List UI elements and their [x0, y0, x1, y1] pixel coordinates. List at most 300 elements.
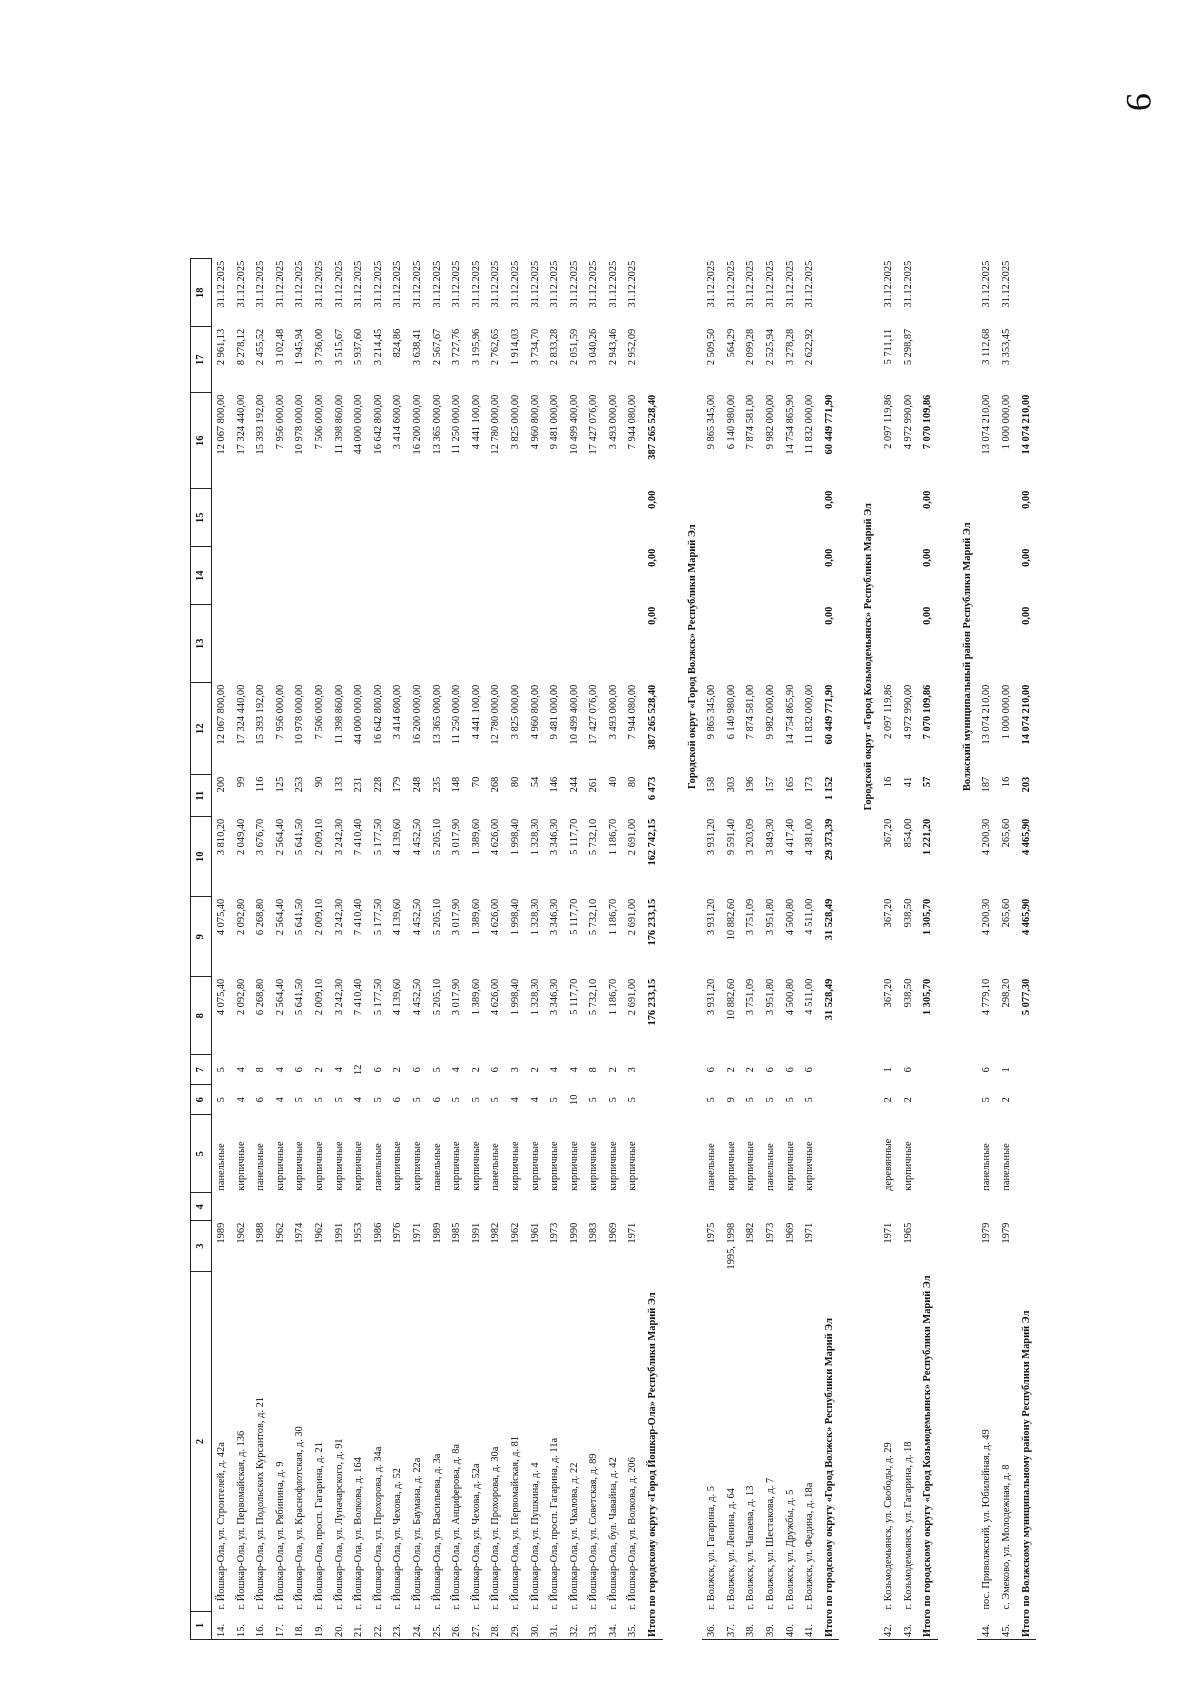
- col4-cell: [879, 1193, 899, 1221]
- year-cell: 1962: [235, 1222, 247, 1244]
- table-row: [428, 259, 448, 1640]
- region-heading: Городской округ «Город Волжск» Республики Марий Эл: [686, 524, 698, 790]
- value-cell-c14: [369, 547, 389, 605]
- value-cell-c16: 10 978 000,00: [294, 394, 306, 455]
- value-cell-c12: 13 074 210,00: [981, 684, 993, 745]
- value-cell-c15: [997, 489, 1017, 547]
- year-cell: 1985: [451, 1222, 463, 1244]
- value-cell-c13: [447, 605, 467, 683]
- year-cell: 1962: [509, 1222, 521, 1244]
- wall-material-cell: панельные: [216, 1143, 227, 1191]
- address-cell: г. Волжск, ул. Шестакова, д. 7: [765, 1477, 777, 1610]
- value-cell-c8: 5 205,10: [431, 978, 443, 1016]
- subtotal-value-c8: 31 528,49: [823, 978, 835, 1021]
- address-cell: г. Йошкар-Ола, просп. Гагарина, д. 21: [313, 1442, 325, 1610]
- value-cell-c8: 4 075,40: [216, 978, 227, 1016]
- value-cell-c14: [565, 547, 585, 605]
- wall-material-cell: кирпичные: [549, 1141, 561, 1191]
- wall-material-cell: кирпичные: [451, 1141, 463, 1191]
- value-cell-c15: [467, 489, 487, 547]
- value-cell-c12: 4 960 800,00: [529, 684, 541, 740]
- page-number: 9: [1119, 93, 1159, 111]
- column-header-18: 18: [191, 259, 212, 327]
- col4-cell: [702, 1193, 722, 1221]
- column-header-3: 3: [191, 1221, 212, 1272]
- value-cell-c14: [290, 547, 310, 605]
- row-number: 23.: [388, 1612, 408, 1640]
- subtotal-value-c15: 0,00: [922, 490, 934, 509]
- value-cell-c12: 11 398 860,00: [333, 684, 345, 745]
- value-cell-c16: 7 506 000,00: [313, 394, 325, 450]
- value-cell-c8: 3 751,09: [745, 978, 757, 1016]
- table-row: [899, 259, 919, 1640]
- row-number: 16.: [251, 1612, 271, 1640]
- value-cell-c17: 3 214,45: [372, 328, 384, 366]
- year-cell: 1965: [902, 1222, 914, 1244]
- value-cell-c11: 235: [431, 776, 443, 793]
- value-cell-c13: [271, 605, 291, 683]
- value-cell-c8: 4 500,80: [784, 978, 796, 1016]
- row-number: 35.: [623, 1612, 643, 1640]
- col4-cell: [800, 1193, 820, 1221]
- column-header-7: 7: [191, 1055, 212, 1085]
- value-cell-c11: 116: [255, 776, 267, 792]
- value-cell-c13: [467, 605, 487, 683]
- value-cell-c18: 31.12.2025: [431, 260, 443, 308]
- value-cell-c18: 31.12.2025: [607, 260, 619, 308]
- value-cell-c13: [408, 605, 428, 683]
- value-cell-c18: 31.12.2025: [902, 260, 914, 308]
- row-number: 36.: [702, 1612, 722, 1640]
- value-cell-c15: [388, 489, 408, 547]
- entrances-cell: 4: [549, 1067, 561, 1073]
- value-cell-c9: 3 951,80: [765, 898, 777, 936]
- address-cell: г. Йошкар-Ола, ул. Прохорова, д. 34а: [372, 1446, 384, 1610]
- subtotal-value-c18: [820, 259, 840, 327]
- floors-cell: 5: [706, 1097, 718, 1103]
- year-cell: 1982: [490, 1222, 502, 1244]
- value-cell-c17: 2 099,28: [745, 328, 757, 366]
- year-cell: 1988: [255, 1222, 267, 1244]
- subtotal-value-c13: 0,00: [823, 606, 835, 625]
- column-header-8: 8: [191, 977, 212, 1055]
- value-cell-c18: 31.12.2025: [529, 260, 541, 308]
- year-cell: 1974: [294, 1222, 306, 1244]
- value-cell-c13: [486, 605, 506, 683]
- value-cell-c15: [977, 489, 997, 547]
- value-cell-c18: 31.12.2025: [392, 260, 404, 308]
- entrances-cell: 5: [431, 1067, 443, 1073]
- subtotal-value-c9: 1 305,70: [922, 898, 934, 936]
- value-cell-c13: [997, 605, 1017, 683]
- table-row: [251, 259, 271, 1640]
- value-cell-c15: [506, 489, 526, 547]
- value-cell-c18: 31.12.2025: [333, 260, 345, 308]
- value-cell-c17: 3 040,26: [588, 328, 600, 366]
- value-cell-c8: 4 139,60: [392, 978, 404, 1016]
- spacer-row: [663, 259, 683, 1640]
- value-cell-c13: [584, 605, 604, 683]
- floors-cell: 2: [1000, 1097, 1012, 1103]
- value-cell-c9: 1 389,60: [470, 898, 482, 936]
- year-cell: 1986: [372, 1222, 384, 1244]
- year-cell: 1969: [784, 1222, 796, 1244]
- value-cell-c18: 31.12.2025: [627, 260, 639, 308]
- wall-material-cell: панельные: [1000, 1143, 1012, 1191]
- col4-cell: [212, 1193, 232, 1221]
- value-cell-c15: [349, 489, 369, 547]
- entrances-cell: 6: [765, 1067, 777, 1073]
- value-cell-c11: 16: [883, 776, 894, 788]
- subtotal-value-c9: 31 528,49: [823, 898, 835, 941]
- value-cell-c16: 16 642 800,00: [372, 394, 384, 455]
- subtotal-label: Итого по городскому округу «Город Волжск» Республики Марий Эл: [820, 1055, 840, 1640]
- value-cell-c12: 9 865 345,00: [706, 684, 718, 740]
- value-cell-c8: 5 732,10: [588, 978, 600, 1016]
- row-number: 39.: [761, 1612, 781, 1640]
- value-cell-c9: 5 117,70: [568, 898, 580, 935]
- address-cell: г. Йошкар-Ола, просп. Гагарина, д. 11а: [549, 1437, 561, 1610]
- value-cell-c11: 187: [981, 776, 993, 793]
- value-cell-c12: 17 427 076,00: [588, 684, 600, 745]
- address-cell: г. Йошкар-Ола, ул. Баумана, д. 22а: [411, 1457, 423, 1610]
- address-cell: с. Эмеково, ул. Молодежная, д. 8: [1000, 1464, 1012, 1610]
- value-cell-c15: [428, 489, 448, 547]
- subtotal-label: Итого по Волжскому муниципальному району Республики Марий Эл: [1017, 1055, 1037, 1640]
- value-cell-c10: 5 732,10: [588, 818, 600, 856]
- year-cell: 1961: [529, 1222, 541, 1244]
- value-cell-c9: 4 511,00: [804, 898, 816, 935]
- entrances-cell: 2: [392, 1067, 404, 1073]
- floors-cell: 5: [981, 1097, 993, 1103]
- address-cell: г. Йошкар-Ола, ул. Чкалова, д. 22: [568, 1462, 580, 1610]
- value-cell-c9: 6 268,80: [255, 898, 267, 936]
- subtotal-value-c18: [643, 259, 663, 327]
- value-cell-c14: [623, 547, 643, 605]
- region-heading-row: [683, 259, 703, 1640]
- value-cell-c15: [447, 489, 467, 547]
- value-cell-c12: 11 832 000,00: [804, 684, 816, 745]
- value-cell-c17: 824,86: [392, 328, 404, 358]
- subtotal-value-c8: 1 305,70: [922, 978, 934, 1016]
- wall-material-cell: кирпичные: [294, 1141, 306, 1191]
- table-row: [330, 259, 350, 1640]
- table-row: [506, 259, 526, 1640]
- table-row: [486, 259, 506, 1640]
- value-cell-c9: 938,50: [902, 898, 914, 928]
- value-cell-c17: 3 638,41: [411, 328, 423, 366]
- value-cell-c17: 2 509,50: [706, 328, 718, 366]
- col4-cell: [899, 1193, 919, 1221]
- value-cell-c15: [722, 489, 742, 547]
- address-cell: г. Козьмодемьянск, ул. Свободы, д. 29: [883, 1442, 894, 1610]
- table-row: [349, 259, 369, 1640]
- value-cell-c10: 265,60: [1000, 818, 1012, 848]
- col4-cell: [349, 1193, 369, 1221]
- value-cell-c10: 5 117,70: [568, 818, 580, 855]
- value-cell-c16: 7 874 581,00: [745, 394, 757, 450]
- value-cell-c18: 31.12.2025: [235, 260, 247, 308]
- value-cell-c13: [290, 605, 310, 683]
- value-cell-c15: [526, 489, 546, 547]
- value-cell-c9: 3 751,09: [745, 898, 757, 936]
- value-cell-c13: [741, 605, 761, 683]
- value-cell-c9: 4 075,40: [216, 898, 227, 936]
- value-cell-c15: [800, 489, 820, 547]
- row-number: 15.: [232, 1612, 252, 1640]
- value-cell-c15: [604, 489, 624, 547]
- floors-cell: 4: [529, 1097, 541, 1103]
- value-cell-c13: [781, 605, 801, 683]
- wall-material-cell: кирпичные: [725, 1141, 737, 1191]
- column-header-10: 10: [191, 817, 212, 897]
- column-header-9: 9: [191, 897, 212, 977]
- value-cell-c14: [330, 547, 350, 605]
- value-cell-c16: 3 493 000,00: [607, 394, 619, 450]
- value-cell-c8: 938,50: [902, 978, 914, 1008]
- value-cell-c18: 31.12.2025: [353, 260, 365, 308]
- value-cell-c17: 2 051,59: [568, 328, 580, 366]
- value-cell-c16: 13 365 000,00: [431, 394, 443, 455]
- region-heading: Городской округ «Город Козьмодемьянск» Республики Марий Эл: [863, 503, 875, 811]
- value-cell-c11: 90: [313, 776, 325, 788]
- row-number: 28.: [486, 1612, 506, 1640]
- value-cell-c10: 3 849,30: [765, 818, 777, 856]
- value-cell-c17: 5 937,60: [353, 328, 365, 366]
- value-cell-c9: 2 564,40: [274, 898, 286, 936]
- col4-cell: [623, 1193, 643, 1221]
- value-cell-c10: 2 009,10: [313, 818, 325, 856]
- value-cell-c15: [741, 489, 761, 547]
- value-cell-c11: 200: [216, 776, 227, 793]
- col4-cell: [271, 1193, 291, 1221]
- year-cell: 1971: [804, 1222, 816, 1244]
- value-cell-c9: 7 410,40: [353, 898, 365, 936]
- value-cell-c12: 7 874 581,00: [745, 684, 757, 740]
- value-cell-c8: 3 242,30: [333, 978, 345, 1016]
- value-cell-c16: 7 944 080,00: [627, 394, 639, 450]
- floors-cell: 6: [255, 1097, 267, 1103]
- entrances-cell: 2: [470, 1067, 482, 1073]
- value-cell-c14: [506, 547, 526, 605]
- value-cell-c9: 3 346,30: [549, 898, 561, 936]
- floors-cell: 5: [333, 1097, 345, 1103]
- subtotal-value-c8: 5 077,30: [1020, 978, 1032, 1016]
- value-cell-c18: 31.12.2025: [883, 260, 894, 308]
- value-cell-c17: 3 278,28: [784, 328, 796, 366]
- wall-material-cell: кирпичные: [529, 1141, 541, 1191]
- value-cell-c13: [623, 605, 643, 683]
- row-number: 20.: [330, 1612, 350, 1640]
- value-cell-c13: [526, 605, 546, 683]
- value-cell-c18: 31.12.2025: [981, 260, 993, 308]
- value-cell-c16: 17 324 440,00: [235, 394, 247, 455]
- value-cell-c13: [506, 605, 526, 683]
- value-cell-c8: 4 779,10: [981, 978, 993, 1016]
- floors-cell: 5: [784, 1097, 796, 1103]
- col4-cell: [369, 1193, 389, 1221]
- value-cell-c10: 1 186,70: [607, 818, 619, 856]
- subtotal-value-c9: 4 465,90: [1020, 898, 1032, 936]
- value-cell-c14: [604, 547, 624, 605]
- value-cell-c12: 1 000 000,00: [1000, 684, 1012, 740]
- value-cell-c8: 1 186,70: [607, 978, 619, 1016]
- value-cell-c11: 70: [470, 776, 482, 788]
- row-number: 30.: [526, 1612, 546, 1640]
- wall-material-cell: панельные: [706, 1143, 718, 1191]
- subtotal-value-c15: 0,00: [647, 490, 659, 509]
- value-cell-c9: 5 641,50: [294, 898, 306, 936]
- value-cell-c9: 5 732,10: [588, 898, 600, 936]
- value-cell-c12: 12 780 000,00: [490, 684, 502, 745]
- value-cell-c11: 40: [607, 776, 619, 788]
- value-cell-c17: 2 762,65: [490, 328, 502, 366]
- value-cell-c13: [800, 605, 820, 683]
- value-cell-c17: 564,29: [725, 328, 737, 358]
- subtotal-value-c18: [1017, 259, 1037, 327]
- column-header-14: 14: [191, 547, 212, 605]
- value-cell-c13: [310, 605, 330, 683]
- value-cell-c9: 3 931,20: [706, 898, 718, 936]
- subtotal-label: Итого по городскому округу «Город Йошкар-Ола» Республики Марий Эл: [643, 1055, 663, 1640]
- entrances-cell: 8: [255, 1067, 267, 1073]
- year-cell: 1953: [353, 1222, 365, 1244]
- value-cell-c17: 5 298,87: [902, 328, 914, 366]
- table-row: [702, 259, 722, 1640]
- subtotal-value-c12: 60 449 771,90: [823, 684, 835, 745]
- col4-cell: [447, 1193, 467, 1221]
- entrances-cell: 1: [883, 1067, 894, 1073]
- value-cell-c14: [977, 547, 997, 605]
- value-cell-c8: 3 931,20: [706, 978, 718, 1016]
- value-cell-c12: 9 982 000,00: [765, 684, 777, 740]
- value-cell-c18: 31.12.2025: [255, 260, 267, 308]
- entrances-cell: 2: [725, 1067, 737, 1073]
- value-cell-c12: 7 506 000,00: [313, 684, 325, 740]
- spacer-cell: [938, 259, 958, 1640]
- address-cell: г. Козьмодемьянск, ул. Гагарина, д. 18: [902, 1441, 914, 1610]
- value-cell-c16: 44 000 000,00: [353, 394, 365, 455]
- address-cell: г. Йошкар-Ола, ул. Васильева, д. 3а: [431, 1453, 443, 1610]
- value-cell-c12: 3 825 000,00: [509, 684, 521, 740]
- region-spacer: [859, 1055, 879, 1640]
- value-cell-c15: [232, 489, 252, 547]
- table-row: [800, 259, 820, 1640]
- value-cell-c10: 2 049,40: [235, 818, 247, 856]
- value-cell-c12: 16 200 000,00: [411, 684, 423, 745]
- subtotal-value-c15: 0,00: [823, 490, 835, 509]
- col4-cell: [977, 1193, 997, 1221]
- value-cell-c12: 13 365 000,00: [431, 684, 443, 745]
- floors-cell: 4: [235, 1097, 247, 1103]
- address-cell: г. Йошкар-Ола, ул. Чехова, д. 52а: [470, 1463, 482, 1610]
- floors-cell: 4: [274, 1097, 286, 1103]
- subtotal-value-c14: 0,00: [647, 548, 659, 567]
- row-number: 24.: [408, 1612, 428, 1640]
- value-cell-c15: [781, 489, 801, 547]
- subtotal-value-c16: 7 070 109,86: [922, 394, 934, 450]
- value-cell-c11: 165: [784, 776, 796, 793]
- entrances-cell: 12: [353, 1064, 365, 1075]
- col4-cell: [545, 1193, 565, 1221]
- address-cell: г. Йошкар-Ола, ул. Чехова, д. 52: [392, 1468, 404, 1610]
- value-cell-c11: 231: [353, 776, 365, 793]
- wall-material-cell: панельные: [431, 1143, 443, 1191]
- value-cell-c11: 158: [706, 776, 718, 793]
- value-cell-c15: [271, 489, 291, 547]
- column-number-header: [191, 259, 212, 1640]
- value-cell-c13: [604, 605, 624, 683]
- entrances-cell: 4: [333, 1067, 345, 1073]
- value-cell-c11: 125: [274, 776, 286, 793]
- value-cell-c17: 2 622,92: [804, 328, 816, 366]
- col4-cell: [486, 1193, 506, 1221]
- entrances-cell: 2: [607, 1067, 619, 1073]
- table-row: [623, 259, 643, 1640]
- value-cell-c18: 31.12.2025: [804, 260, 816, 308]
- value-cell-c16: 9 982 000,00: [765, 394, 777, 450]
- value-cell-c10: 3 017,90: [451, 818, 463, 856]
- value-cell-c8: 3 017,90: [451, 978, 463, 1016]
- row-number: 14.: [212, 1612, 232, 1640]
- value-cell-c17: 3 112,68: [981, 328, 993, 365]
- col4-cell: [330, 1193, 350, 1221]
- value-cell-c15: [310, 489, 330, 547]
- value-cell-c10: 3 810,20: [216, 818, 227, 856]
- value-cell-c8: 5 177,50: [372, 978, 384, 1016]
- value-cell-c16: 7 956 000,00: [274, 394, 286, 450]
- col4-cell: [232, 1193, 252, 1221]
- floors-cell: 4: [509, 1097, 521, 1103]
- value-cell-c17: 2 455,52: [255, 328, 267, 366]
- spacer-cell: [839, 259, 859, 1640]
- value-cell-c16: 11 832 000,00: [804, 394, 816, 455]
- value-cell-c10: 1 389,60: [470, 818, 482, 856]
- value-cell-c17: 5 711,11: [883, 328, 894, 365]
- value-cell-c15: [486, 489, 506, 547]
- region-spacer: [683, 1055, 703, 1640]
- value-cell-c11: 54: [529, 776, 541, 788]
- value-cell-c11: 80: [627, 776, 639, 788]
- value-cell-c18: 31.12.2025: [274, 260, 286, 308]
- floors-cell: 6: [431, 1097, 443, 1103]
- row-number: 22.: [369, 1612, 389, 1640]
- value-cell-c10: 5 205,10: [431, 818, 443, 856]
- year-cell: 1979: [981, 1222, 993, 1244]
- value-cell-c9: 4 200,30: [981, 898, 993, 936]
- value-cell-c14: [447, 547, 467, 605]
- value-cell-c16: 10 499 400,00: [568, 394, 580, 455]
- value-cell-c10: 4 452,50: [411, 818, 423, 856]
- wall-material-cell: кирпичные: [902, 1141, 914, 1191]
- value-cell-c10: 4 381,00: [804, 818, 816, 856]
- wall-material-cell: деревянные: [883, 1138, 894, 1191]
- value-cell-c14: [310, 547, 330, 605]
- value-cell-c8: 298,20: [1000, 978, 1012, 1008]
- col4-cell: [251, 1193, 271, 1221]
- value-cell-c16: 13 074 210,00: [981, 394, 993, 455]
- wall-material-cell: панельные: [255, 1143, 267, 1191]
- subtotal-value-c11: 1 152: [823, 776, 835, 801]
- value-cell-c12: 10 978 000,00: [294, 684, 306, 745]
- col4-cell: [526, 1193, 546, 1221]
- address-cell: г. Йошкар-Ола, бул. Чавайна, д. 42: [607, 1457, 619, 1610]
- value-cell-c13: [232, 605, 252, 683]
- value-cell-c15: [565, 489, 585, 547]
- entrances-cell: 2: [529, 1067, 541, 1073]
- table-row: [997, 259, 1017, 1640]
- value-cell-c11: 268: [490, 776, 502, 793]
